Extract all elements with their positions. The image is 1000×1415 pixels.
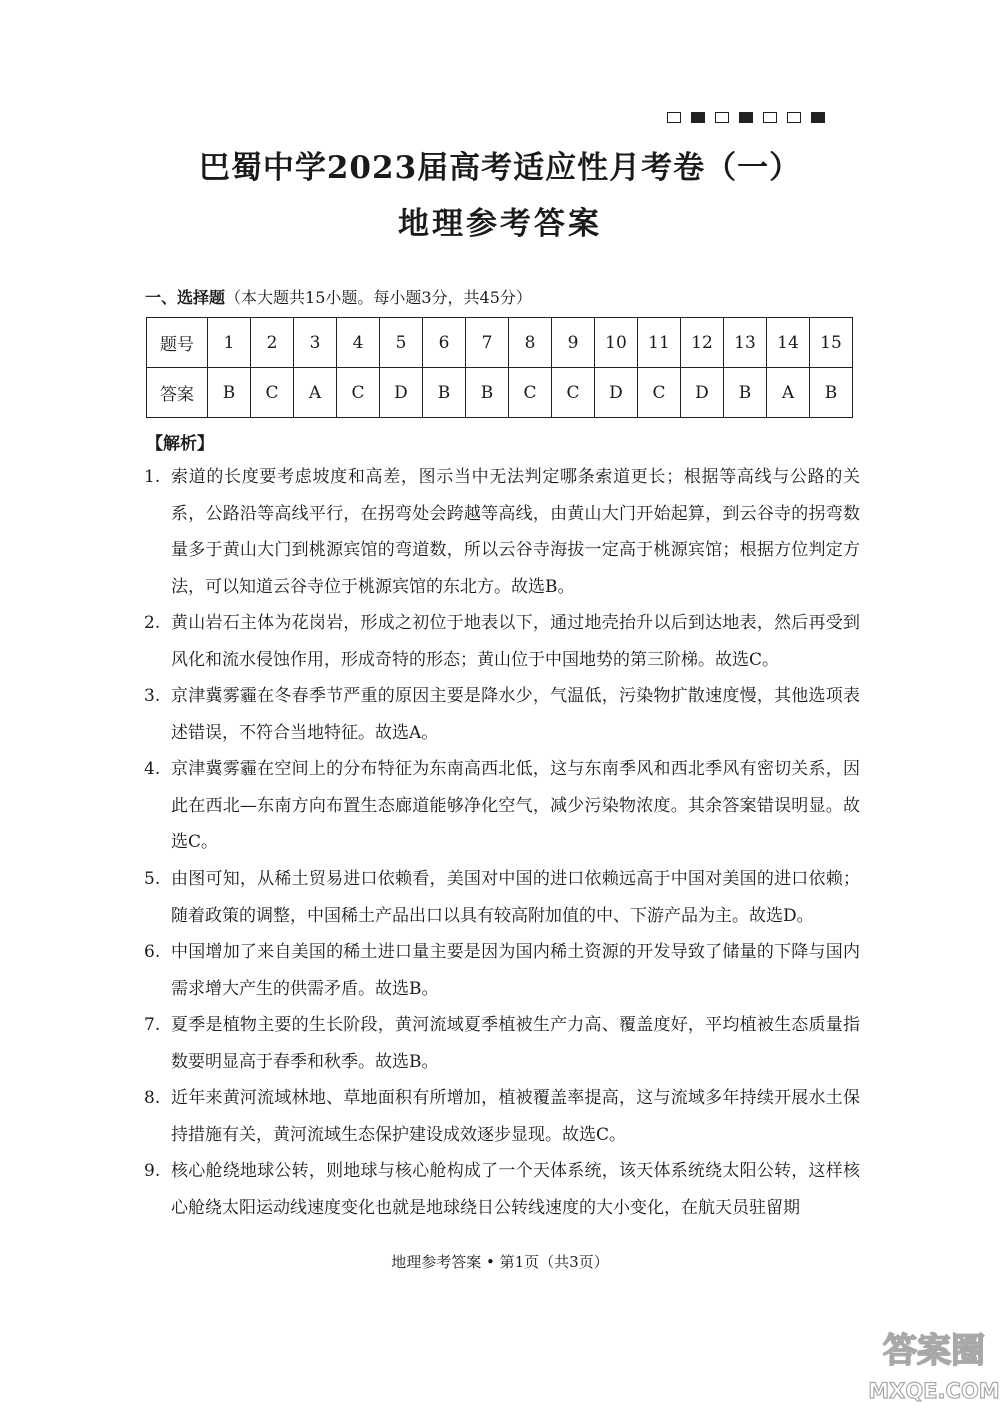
question-number-cell: 9	[552, 318, 595, 368]
svg-text:答案圈: 答案圈	[883, 1331, 985, 1371]
explanation-text: 由图可知，从稀土贸易进口依赖看，美国对中国的进口依赖远高于中国对美国的进口依赖；随着政策的调整，中国稀土产品出口以具有较高附加值的中、下游产品为主。故选D。	[171, 869, 860, 926]
document-subtitle: 地理参考答案	[398, 206, 602, 242]
explanation-text: 核心舱绕地球公转，则地球与核心舱构成了一个天体系统，该天体系统绕太阳公转，这样核心舱绕太阳运动线速度变化也就是地球绕日公转线速度的大小变化，在航天员驻留期	[171, 1161, 860, 1218]
row-label-question: 题号	[147, 318, 208, 368]
row-label-answer: 答案	[147, 368, 208, 418]
section-note: （本大题共15小题。每小题3分，共45分）	[225, 288, 532, 307]
corner-mark-filled	[811, 112, 825, 123]
explanation-number: 7.	[144, 1015, 161, 1035]
exam-title: 巴蜀中学2023届高考适应性月考卷（一）	[198, 150, 802, 186]
explanation-item	[144, 1080, 860, 1153]
answer-cell: B	[724, 368, 767, 418]
section-heading	[145, 285, 532, 308]
explanation-item	[144, 678, 860, 751]
explanation-text: 夏季是植物主要的生长阶段，黄河流域夏季植被生产力高、覆盖度好，平均植被生态质量指数要明显高于春季和秋季。故选B。	[171, 1015, 860, 1072]
explanation-number: 8.	[144, 1088, 161, 1108]
answer-cell: D	[595, 368, 638, 418]
analysis-label: 【解析】	[146, 434, 214, 454]
question-number-cell: 7	[466, 318, 509, 368]
answer-cell: C	[251, 368, 294, 418]
question-number-cell: 12	[681, 318, 724, 368]
answer-cell: C	[552, 368, 595, 418]
answer-cell: B	[810, 368, 853, 418]
question-number-cell: 2	[251, 318, 294, 368]
corner-mark-empty	[667, 112, 681, 123]
question-number-cell: 5	[380, 318, 423, 368]
answer-cell: A	[767, 368, 810, 418]
explanation-number: 3.	[144, 686, 161, 706]
explanation-number: 5.	[144, 869, 161, 889]
explanation-number: 2.	[144, 613, 161, 633]
question-number-cell: 15	[810, 318, 853, 368]
explanation-item	[144, 751, 860, 861]
answer-cell: C	[509, 368, 552, 418]
explanation-item	[144, 934, 860, 1007]
question-number-row	[147, 318, 853, 368]
explanation-text: 中国增加了来自美国的稀土进口量主要是因为国内稀土资源的开发导致了储量的下降与国内需求增大产生的供需矛盾。故选B。	[171, 942, 860, 999]
answer-row	[147, 368, 853, 418]
explanation-number: 6.	[144, 942, 161, 962]
explanation-item	[144, 861, 860, 934]
explanation-text: 京津冀雾霾在空间上的分布特征为东南高西北低，这与东南季风和西北季风有密切关系，因此在西北—东南方向布置生态廊道能够净化空气，减少污染物浓度。其余答案错误明显。故选C。	[171, 759, 860, 852]
explanation-number: 1.	[144, 467, 161, 487]
answer-cell: D	[380, 368, 423, 418]
answer-cell: B	[208, 368, 251, 418]
watermark-logo	[868, 1318, 1000, 1408]
answer-cell: D	[681, 368, 724, 418]
explanation-number: 9.	[144, 1161, 161, 1181]
corner-mark-empty	[787, 112, 801, 123]
question-number-cell: 14	[767, 318, 810, 368]
question-number-cell: 1	[208, 318, 251, 368]
corner-mark-filled	[739, 112, 753, 123]
explanation-text: 索道的长度要考虑坡度和高差，图示当中无法判定哪条索道更长；根据等高线与公路的关系，公路沿等高线平行，在拐弯处会跨越等高线，由黄山大门开始起算，到云谷寺的拐弯数量多于黄山大门到桃源宾馆的弯道数，所以云谷寺海拔一定高于桃源宾馆；根据方位判定方法，可以知道云谷寺位于桃源宾馆的东北方。故选B。	[171, 467, 860, 597]
explanation-text: 黄山岩石主体为花岗岩，形成之初位于地表以下，通过地壳抬升以后到达地表，然后再受到风化和流水侵蚀作用，形成奇特的形态；黄山位于中国地势的第三阶梯。故选C。	[171, 613, 860, 670]
question-number-cell: 8	[509, 318, 552, 368]
svg-text:MXQE.COM: MXQE.COM	[868, 1379, 1000, 1403]
answer-cell: A	[294, 368, 337, 418]
corner-marks	[667, 112, 825, 123]
page-footer: 地理参考答案 • 第1页（共3页）	[391, 1253, 609, 1271]
explanation-item	[144, 1153, 860, 1226]
answer-table	[146, 317, 853, 418]
section-title: 一、选择题	[145, 288, 226, 307]
answer-cell: C	[337, 368, 380, 418]
question-number-cell: 10	[595, 318, 638, 368]
answer-cell: C	[638, 368, 681, 418]
explanation-number: 4.	[144, 759, 161, 779]
question-number-cell: 6	[423, 318, 466, 368]
explanation-text: 近年来黄河流域林地、草地面积有所增加，植被覆盖率提高，这与流域多年持续开展水土保持措施有关，黄河流域生态保护建设成效逐步显现。故选C。	[171, 1088, 860, 1145]
question-number-cell: 13	[724, 318, 767, 368]
question-number-cell: 4	[337, 318, 380, 368]
answer-cell: B	[466, 368, 509, 418]
explanation-text: 京津冀雾霾在冬春季节严重的原因主要是降水少，气温低，污染物扩散速度慢，其他选项表述错误，不符合当地特征。故选A。	[171, 686, 860, 743]
question-number-cell: 11	[638, 318, 681, 368]
corner-mark-filled	[691, 112, 705, 123]
explanation-item	[144, 459, 860, 605]
explanation-item	[144, 605, 860, 678]
corner-mark-empty	[715, 112, 729, 123]
explanation-item	[144, 1007, 860, 1080]
answer-cell: B	[423, 368, 466, 418]
question-number-cell: 3	[294, 318, 337, 368]
corner-mark-empty	[763, 112, 777, 123]
